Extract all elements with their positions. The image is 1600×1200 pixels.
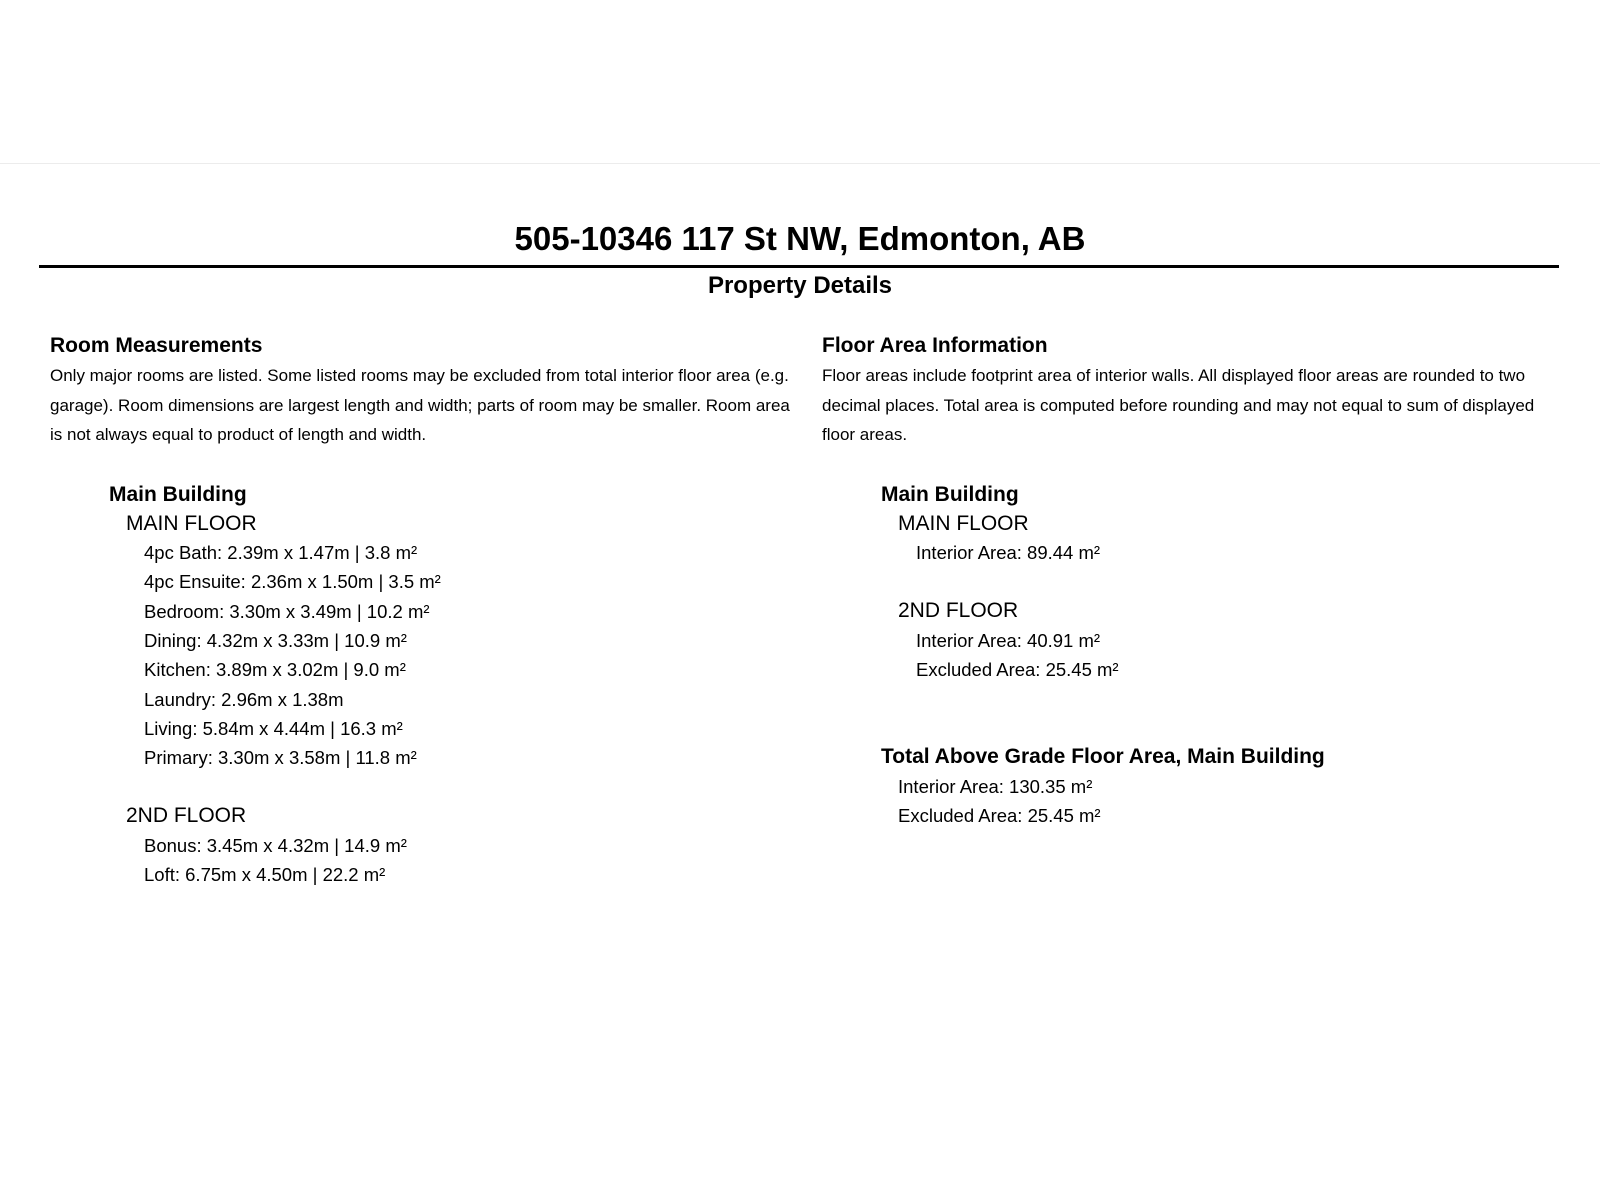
area-list [898,538,1562,567]
property-address-title: 505-10346 117 St NW, Edmonton, AB [514,220,1086,257]
room-floor-name: MAIN FLOOR [126,511,257,535]
room-building-title: Main Building [109,482,247,506]
page-subtitle: Property Details [707,272,893,299]
room-item: Bedroom: 3.30m x 3.49m | 10.2 m² [144,600,430,622]
room-item: 4pc Bath: 2.39m x 1.47m | 3.8 m² [144,542,418,564]
floor-area-heading: Floor Area Information [822,334,1048,357]
room-measurements-heading: Room Measurements [50,334,263,357]
total-area-block [822,742,1562,830]
area-item: Interior Area: 89.44 m² [916,542,1101,564]
area-building-block [822,480,1562,685]
area-floor-second [881,596,1562,684]
room-item: Dining: 4.32m x 3.33m | 10.9 m² [144,629,407,651]
floor-area-note: Floor areas include footprint area of interior walls. All displayed floor areas are rounded to two decimal places. Total area is computed before rounding and may not equal to sum of displayed floor areas. [822,366,1535,444]
room-item: Bonus: 3.45m x 4.32m | 14.9 m² [144,834,407,856]
total-area-list [881,772,1562,831]
room-list [126,538,790,772]
total-area-item: Excluded Area: 25.45 m² [898,804,1101,826]
area-list [898,626,1562,685]
total-area-title: Total Above Grade Floor Area, Main Building [881,745,1325,769]
top-divider [0,163,1600,164]
area-item: Interior Area: 40.91 m² [916,629,1101,651]
area-item: Excluded Area: 25.45 m² [916,658,1119,680]
room-item: Kitchen: 3.89m x 3.02m | 9.0 m² [144,659,406,681]
room-floor-name: 2ND FLOOR [126,804,247,828]
area-floor-main [881,509,1562,568]
room-measurements-note: Only major rooms are listed. Some listed rooms may be excluded from total interior floor area (e.g. garage). Room dimensions are largest length and width; parts of room may be smaller. Room area is not always equal to product of length and width. [50,366,790,444]
room-floor-main [109,509,790,773]
room-floor-second [109,801,790,889]
title-rule [39,265,1559,268]
room-item: 4pc Ensuite: 2.36m x 1.50m | 3.5 m² [144,571,441,593]
total-area-item: Interior Area: 130.35 m² [898,775,1093,797]
room-building-block [50,480,790,890]
room-item: Loft: 6.75m x 4.50m | 22.2 m² [144,864,386,886]
area-floor-name: MAIN FLOOR [898,511,1029,535]
room-measurements-section [50,331,790,889]
room-item: Laundry: 2.96m x 1.38m [144,688,344,710]
room-item: Living: 5.84m x 4.44m | 16.3 m² [144,717,403,739]
floor-area-section [822,331,1562,830]
room-item: Primary: 3.30m x 3.58m | 11.8 m² [144,747,417,769]
area-building-title: Main Building [881,482,1019,506]
area-floor-name: 2ND FLOOR [898,599,1019,623]
room-list [126,831,790,890]
